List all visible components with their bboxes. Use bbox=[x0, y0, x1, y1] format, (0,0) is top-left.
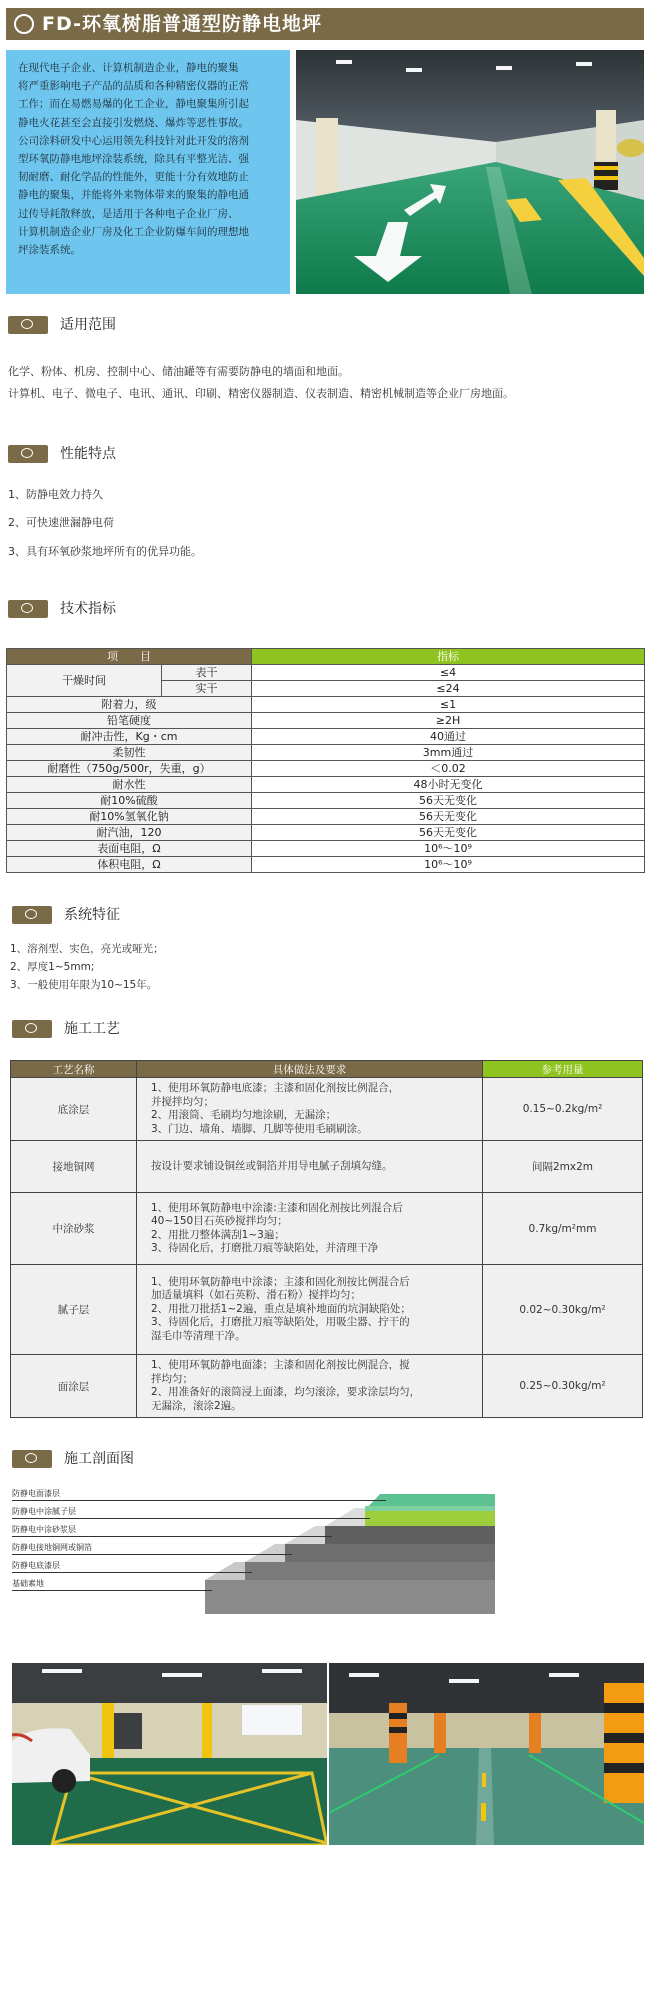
table-cell: 56天无变化 bbox=[252, 825, 645, 841]
table-cell: 腻子层 bbox=[11, 1265, 137, 1355]
desc-line: 并搅拌均匀； bbox=[151, 1095, 214, 1108]
table-cell bbox=[137, 1265, 483, 1355]
section-tag-icon bbox=[8, 600, 48, 618]
system-line: 3、一般使用年限为10~15年。 bbox=[10, 979, 158, 991]
table-cell: 柔韧性 bbox=[7, 745, 252, 761]
desc-line: 3、门边、墙角、墙脚、几脚等使用毛刷刷涂。 bbox=[151, 1122, 368, 1135]
table-cell: 耐汽油，120 bbox=[7, 825, 252, 841]
table-row bbox=[11, 1061, 643, 1078]
table-cell: ≥2H bbox=[252, 713, 645, 729]
table-cell: 0.25~0.30kg/m² bbox=[483, 1355, 643, 1418]
table-row bbox=[7, 697, 645, 713]
table-row bbox=[11, 1355, 643, 1418]
table-cell bbox=[137, 1355, 483, 1418]
parking-lot-photo-right bbox=[329, 1663, 644, 1845]
table-row bbox=[7, 649, 645, 665]
table-row bbox=[7, 857, 645, 873]
table-cell: 表面电阻，Ω bbox=[7, 841, 252, 857]
feature-line: 2、可快速泄漏静电荷 bbox=[8, 516, 114, 529]
desc-line: 加适量填料（如石英粉、滑石粉）搅拌均匀； bbox=[151, 1289, 361, 1302]
tech-spec-table bbox=[6, 648, 645, 873]
layer-label: 防静电底漆层 bbox=[12, 1561, 60, 1570]
table-cell: 耐10%氢氧化钠 bbox=[7, 809, 252, 825]
layer-mortar bbox=[325, 1526, 495, 1544]
desc-line: 湿毛巾等清理干净。 bbox=[151, 1329, 246, 1342]
intro-line: 过传导耗散释放，是适用于各种电子企业厂房、 bbox=[18, 207, 239, 220]
layer-label: 防静电面漆层 bbox=[12, 1489, 60, 1498]
table-row bbox=[7, 729, 645, 745]
desc-line: 2、用滚筒、毛刷均匀地涂刷，无漏涂； bbox=[151, 1109, 337, 1121]
desc-line: 拌均匀； bbox=[151, 1372, 193, 1385]
leader-line bbox=[12, 1590, 212, 1591]
table-cell: ＜0.02 bbox=[252, 761, 645, 777]
table-cell: 耐冲击性，Kg・cm bbox=[7, 729, 252, 745]
leader-line bbox=[12, 1500, 386, 1501]
intro-line: 将严重影响电子产品的品质和各种精密仪器的正常 bbox=[18, 80, 249, 93]
table-cell: 0.02~0.30kg/m² bbox=[483, 1265, 643, 1355]
intro-line: 在现代电子企业、计算机制造企业，静电的聚集 bbox=[18, 62, 239, 74]
table-cell: 铅笔硬度 bbox=[7, 713, 252, 729]
layer-label: 防静电中涂砂浆层 bbox=[12, 1525, 76, 1534]
table-cell: 接地铜网 bbox=[11, 1141, 137, 1193]
layer-putty bbox=[365, 1510, 495, 1526]
table-row bbox=[7, 713, 645, 729]
desc-line: 40~150目石英砂搅拌均匀； bbox=[151, 1215, 288, 1227]
desc-line: 1、使用环氧防静电面漆；主漆和固化剂按比例混合，搅 bbox=[151, 1359, 410, 1371]
layer-label: 防静电中涂腻子层 bbox=[12, 1507, 76, 1516]
table-cell: 0.15~0.2kg/m² bbox=[483, 1078, 643, 1141]
circle-icon bbox=[14, 14, 34, 34]
table-header: 项 目 bbox=[7, 649, 252, 665]
table-header: 指标 bbox=[252, 649, 645, 665]
layer-base bbox=[205, 1580, 495, 1614]
table-header: 工艺名称 bbox=[11, 1061, 137, 1078]
layer-copper bbox=[285, 1544, 495, 1562]
section-tag-icon bbox=[12, 1450, 52, 1468]
table-cell bbox=[137, 1141, 483, 1193]
table-cell: 10⁶～10⁹ bbox=[252, 841, 645, 857]
table-cell: 实干 bbox=[162, 681, 252, 697]
table-row bbox=[7, 761, 645, 777]
leader-line bbox=[12, 1536, 332, 1537]
table-row bbox=[11, 1078, 643, 1141]
table-cell: 56天无变化 bbox=[252, 809, 645, 825]
process-table bbox=[10, 1060, 643, 1418]
desc-line: 2、用批刀整体满刮1~3遍； bbox=[151, 1228, 285, 1241]
layer-label: 防静电接地铜网或铜箔 bbox=[12, 1543, 92, 1552]
desc-line: 1、使用环氧防静电底漆；主漆和固化剂按比例混合， bbox=[151, 1082, 400, 1094]
table-cell: 干燥时间 bbox=[7, 665, 162, 697]
table-row bbox=[7, 825, 645, 841]
table-cell: 中涂砂浆 bbox=[11, 1193, 137, 1265]
desc-line: 1、使用环氧防静电中涂漆；主漆和固化剂按比例混合后 bbox=[151, 1275, 410, 1288]
section-title-system: 系统特征 bbox=[64, 907, 120, 923]
table-row bbox=[11, 1265, 643, 1355]
section-tag-icon bbox=[8, 316, 48, 334]
section-title-scope: 适用范围 bbox=[60, 317, 116, 333]
page-title: FD-环氧树脂普通型防静电地坪 bbox=[42, 13, 322, 35]
intro-line: 公司涂料研发中心运用领先科技针对此开发的溶剂 bbox=[18, 134, 249, 147]
cross-section-diagram bbox=[0, 1480, 650, 1620]
leader-line bbox=[12, 1572, 252, 1573]
table-cell: ≤1 bbox=[252, 697, 645, 713]
desc-line: 2、用批刀批括1~2遍，重点是填补地面的坑洞缺陷处； bbox=[151, 1302, 411, 1315]
parking-lot-photo-left bbox=[12, 1663, 327, 1845]
table-cell: 56天无变化 bbox=[252, 793, 645, 809]
table-cell: 40通过 bbox=[252, 729, 645, 745]
leader-line bbox=[12, 1518, 370, 1519]
table-cell: 体积电阻，Ω bbox=[7, 857, 252, 873]
feature-line: 1、防静电效力持久 bbox=[8, 488, 103, 501]
section-tag-icon bbox=[12, 1020, 52, 1038]
table-cell bbox=[137, 1193, 483, 1265]
section-title-process: 施工工艺 bbox=[64, 1021, 120, 1037]
intro-text bbox=[18, 59, 280, 259]
table-header: 参考用量 bbox=[483, 1061, 643, 1078]
table-row bbox=[7, 793, 645, 809]
desc-line: 1、使用环氧防静电中涂漆:主漆和固化剂按比列混合后 bbox=[151, 1201, 403, 1214]
table-row bbox=[7, 665, 645, 681]
table-cell: 面涂层 bbox=[11, 1355, 137, 1418]
desc-line: 2、用准备好的滚筒浸上面漆，均匀滚涂，要求涂层均匀， bbox=[151, 1386, 421, 1398]
table-cell: 耐水性 bbox=[7, 777, 252, 793]
table-cell: 表干 bbox=[162, 665, 252, 681]
desc-line: 3、待固化后，打磨批刀痕等缺陷处，并清理干净 bbox=[151, 1242, 379, 1254]
table-row bbox=[11, 1141, 643, 1193]
system-line: 2、厚度1~5mm; bbox=[10, 961, 95, 973]
feature-line: 3、具有环氧砂浆地坪所有的优异功能。 bbox=[8, 545, 202, 558]
garage-floor-photo bbox=[296, 50, 644, 294]
intro-line: 静电的聚集，并能将外来物体带来的聚集的静电通 bbox=[18, 189, 249, 202]
layer-label: 基础素地 bbox=[12, 1579, 44, 1588]
desc-line: 3、待固化后，打磨批刀痕等缺陷处，用吸尘器、拧干的 bbox=[151, 1316, 410, 1329]
scope-line: 化学、粉体、机房、控制中心、储油罐等有需要防静电的墙面和地面。 bbox=[8, 365, 349, 378]
table-row bbox=[7, 809, 645, 825]
table-row bbox=[7, 777, 645, 793]
table-cell: 间隔2mx2m bbox=[483, 1141, 643, 1193]
table-row bbox=[7, 841, 645, 857]
table-row bbox=[7, 745, 645, 761]
table-cell: ≤4 bbox=[252, 665, 645, 681]
table-cell: 附着力，级 bbox=[7, 697, 252, 713]
title-bar bbox=[6, 8, 644, 40]
intro-line: 工作；而在易燃易爆的化工企业，静电聚集所引起 bbox=[18, 98, 249, 111]
section-title-section-view: 施工剖面图 bbox=[64, 1451, 134, 1467]
intro-line: 坪涂装系统。 bbox=[18, 244, 81, 257]
table-cell: 48小时无变化 bbox=[252, 777, 645, 793]
intro-box bbox=[6, 50, 290, 294]
intro-line: 静电火花甚至会直接引发燃烧、爆炸等恶性事故。 bbox=[18, 116, 249, 129]
section-tag-icon bbox=[12, 906, 52, 924]
section-title-tech: 技术指标 bbox=[60, 601, 116, 617]
intro-line: 韧耐磨、耐化学品的性能外，更能十分有效地防止 bbox=[18, 171, 249, 184]
table-cell bbox=[137, 1078, 483, 1141]
desc-line: 无漏涂，滚涂2遍。 bbox=[151, 1399, 242, 1412]
table-header: 具体做法及要求 bbox=[137, 1061, 483, 1078]
table-cell: ≤24 bbox=[252, 681, 645, 697]
intro-line: 计算机制造企业厂房及化工企业防爆车间的理想地 bbox=[18, 225, 249, 238]
table-cell: 耐10%硫酸 bbox=[7, 793, 252, 809]
intro-line: 型环氧防静电地坪涂装系统，除具有平整光洁、强 bbox=[18, 153, 249, 166]
table-cell: 3mm通过 bbox=[252, 745, 645, 761]
table-cell: 0.7kg/m²mm bbox=[483, 1193, 643, 1265]
leader-line bbox=[12, 1554, 292, 1555]
section-title-features: 性能特点 bbox=[60, 446, 116, 462]
system-line: 1、溶剂型、实色，亮光或哑光； bbox=[10, 943, 164, 955]
table-cell: 底涂层 bbox=[11, 1078, 137, 1141]
table-cell: 耐磨性（750g/500r，失重，g） bbox=[7, 761, 252, 777]
section-tag-icon bbox=[8, 445, 48, 463]
table-row bbox=[11, 1193, 643, 1265]
scope-line: 计算机、电子、微电子、电讯、通讯、印刷、精密仪器制造、仪表制造、精密机械制造等企业厂房地面。 bbox=[8, 387, 514, 400]
desc-line: 按设计要求铺设铜丝或铜箔并用导电腻子刮填勾缝。 bbox=[151, 1159, 393, 1172]
table-cell: 10⁶～10⁹ bbox=[252, 857, 645, 873]
layer-primer bbox=[245, 1562, 495, 1580]
